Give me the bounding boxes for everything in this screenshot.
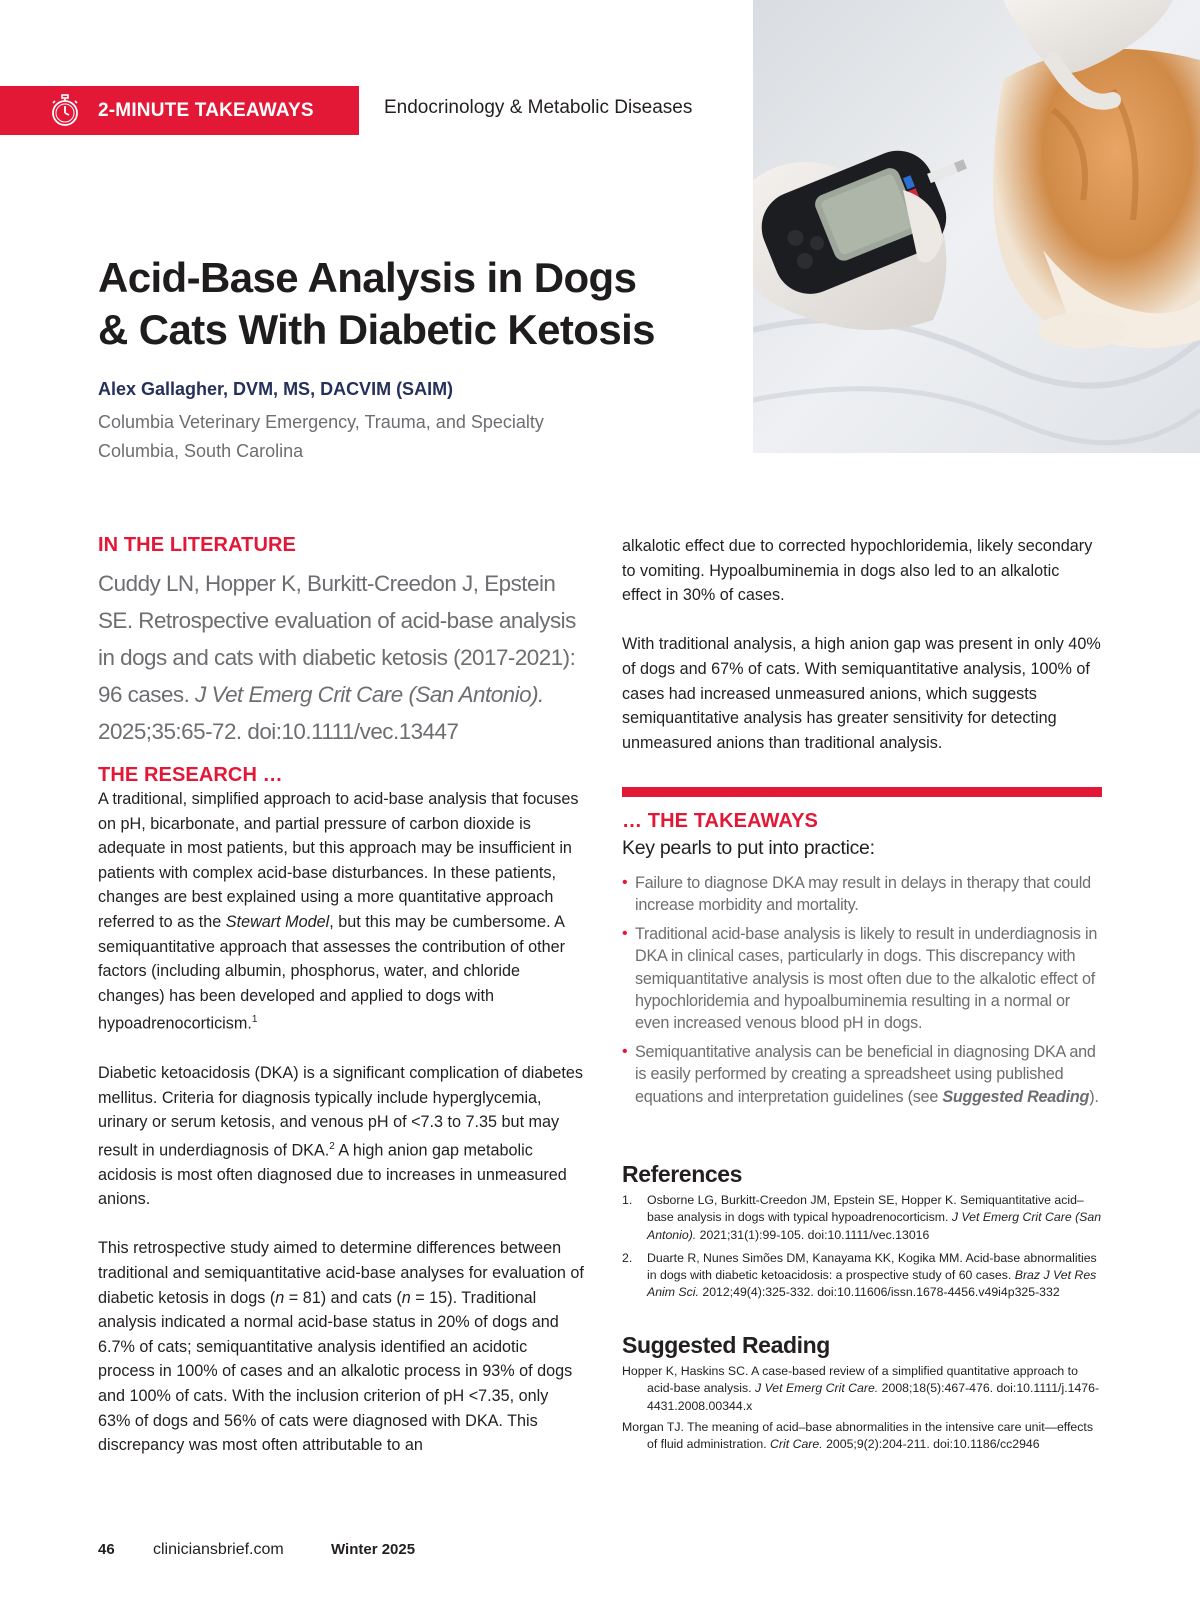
literature-citation	[98, 565, 584, 750]
references-list	[622, 1192, 1102, 1302]
bullet-dot-icon: •	[622, 924, 628, 942]
reading-journal: J Vet Emerg Crit Care.	[755, 1381, 879, 1396]
affiliation-line-1: Columbia Veterinary Emergency, Trauma, and Specialty	[98, 412, 544, 432]
citation-authors: Cuddy LN, Hopper K, Burkitt-Creedon J, Epstein SE. Retrospective evaluation of acid-base analysis in dogs and cats with diabetic ketosis (2017-2021): 96 cases.	[98, 571, 576, 707]
suggested-reading-item	[622, 1419, 1102, 1454]
references-section	[622, 1161, 1102, 1308]
research-paragraph-1	[98, 787, 584, 1036]
citation-journal: J Vet Emerg Crit Care (San Antonio).	[195, 682, 544, 707]
takeaway-text: ).	[1089, 1087, 1099, 1106]
bullet-dot-icon: •	[622, 1042, 628, 1060]
reference-item	[622, 1250, 1102, 1302]
references-heading: References	[622, 1161, 743, 1187]
takeaways-section	[622, 810, 1102, 1114]
page-footer	[98, 1541, 415, 1559]
reading-text: 2008;18(5):467-476. doi:10.1111/j.1476-4431.2008.00344.x	[647, 1381, 1100, 1413]
text-run: = 81) and cats (	[284, 1288, 402, 1307]
reading-text: Hopper K, Haskins SC. A case-based review of a simplified quantitative approach to acid-base analysis.	[622, 1364, 1078, 1396]
reference-marker: 1	[251, 1014, 258, 1026]
author-name: Alex Gallagher, DVM, MS, DACVIM (SAIM)	[98, 379, 454, 399]
reference-text: Osborne LG, Burkitt-Creedon JM, Epstein SE, Hopper K. Semiquantitative acid–base analysis in dogs with typical hypoadrenocorticism.	[647, 1193, 1084, 1225]
site-url[interactable]: cliniciansbrief.com	[153, 1541, 284, 1558]
stopwatch-icon	[48, 94, 82, 128]
text-run: A high anion gap metabolic acidosis is most often diagnosed due to increases in unmeasured anions.	[98, 1141, 567, 1209]
tab-label: 2-MINUTE TAKEAWAYS	[98, 99, 314, 121]
text-run: Diabetic ketoacidosis (DKA) is a significant complication of diabetes mellitus. Criteria for diagnosis typically include hyperglycemia, urinary or serum ketosis, and venous pH of <7.3 to 7.35 but may result in underdiagnosis of DKA.	[98, 1063, 583, 1160]
page-number: 46	[98, 1541, 115, 1558]
text-run: , but this may be cumbersome. A semiquantitative approach that assesses the contribution of other factors (including albumin, phosphorus, water, and chloride changes) has been developed and applied to dogs with hypoadrenocorticism.	[98, 912, 566, 1033]
suggested-reading-heading: Suggested Reading	[622, 1332, 830, 1358]
takeaways-heading: … THE TAKEAWAYS	[622, 810, 818, 832]
reading-text: Morgan TJ. The meaning of acid–base abnormalities in the intensive care unit—effects of fluid administration.	[622, 1419, 1093, 1452]
affiliation-line-2: Columbia, South Carolina	[98, 441, 304, 461]
title-line-2: & Cats With Diabetic Ketosis	[98, 306, 655, 353]
reference-journal: Braz J Vet Res Anim Sci.	[647, 1268, 1097, 1300]
reference-marker: 2	[329, 1140, 335, 1152]
reference-number: 2.	[622, 1250, 633, 1265]
reference-journal: J Vet Emerg Crit Care (San Antonio).	[647, 1210, 1102, 1242]
literature-heading: IN THE LITERATURE	[98, 534, 296, 556]
takeaway-item	[622, 1041, 1102, 1108]
article-title	[98, 252, 718, 356]
text-run-italic: n	[275, 1288, 285, 1307]
reference-item	[622, 1192, 1102, 1244]
reference-text: Duarte R, Nunes Simões DM, Kanayama KK, Kogika MM. Acid-base abnormalities in dogs with diabetic ketoacidosis: a prospective study of 60 cases.	[647, 1250, 1097, 1283]
takeaway-text: Failure to diagnose DKA may result in delays in therapy that could increase morbidity and mortality.	[635, 874, 1091, 915]
reading-journal: Crit Care.	[770, 1437, 823, 1452]
takeaway-text: Traditional acid-base analysis is likely to result in underdiagnosis in DKA in clinical cases, particularly in dogs. This discrepancy with semiquantitative analysis is most often due to the alkalotic effect of hypochloridemia and hypoalbuminemia resulting in a normal or even increased venous blood pH in dogs.	[635, 924, 1098, 1033]
takeaways-tab	[0, 86, 359, 135]
text-run: This retrospective study aimed to determine differences between traditional and semiquantitative acid-base analyses for evaluation of diabetic ketosis in dogs (	[98, 1239, 584, 1307]
glucometer-cat-photo	[753, 0, 1200, 453]
suggested-reading-item	[622, 1363, 1102, 1415]
research-paragraph-4: alkalotic effect due to corrected hypochloridemia, likely secondary to vomiting. Hypoalbuminemia in dogs also led to an alkalotic effect in 30% of cases.	[622, 537, 1093, 605]
takeaways-lead: Key pearls to put into practice:	[622, 837, 875, 859]
suggested-reading-link[interactable]: Suggested Reading	[942, 1087, 1090, 1106]
takeaway-item	[622, 872, 1102, 917]
takeaway-text: Semiquantitative analysis can be beneficial in diagnosing DKA and is easily performed by creating a spreadsheet using published equations and interpretation guidelines (see	[635, 1042, 1096, 1106]
text-run: = 15). Traditional analysis indicated a normal acid-base status in 20% of dogs and 6.7% of cats; semiquantitative analysis identified an acidotic process in 100% of cases and an alkalotic process in 93% of dogs and 100% of cats. With the inclusion criterion of pH <7.35, only 63% of dogs and 56% of cats were diagnosed with DKA. This discrepancy was most often attributable to an	[98, 1288, 573, 1455]
left-column	[98, 534, 584, 1458]
reading-text: 2005;9(2):204-211. doi:10.1186/cc2946	[822, 1437, 1040, 1452]
suggested-reading-section	[622, 1332, 1102, 1457]
text-run: A traditional, simplified approach to acid-base analysis that focuses on pH, bicarbonate, and partial pressure of carbon dioxide is adequate in most patients, but this approach may be insufficient in patients with complex acid-base disturbances. In these patients, changes are best explained using a more quantitative approach referred to as the	[98, 790, 579, 931]
issue-label: Winter 2025	[331, 1541, 416, 1558]
takeaways-divider	[622, 787, 1102, 797]
citation-details: 2025;35:65-72. doi:10.1111/vec.13447	[98, 719, 459, 744]
reference-text: 2021;31(1):99-105. doi:10.1111/vec.13016	[696, 1227, 930, 1242]
text-run-italic: n	[401, 1288, 411, 1307]
research-heading: THE RESEARCH …	[98, 764, 283, 786]
takeaway-item	[622, 923, 1102, 1035]
takeaways-list	[622, 872, 1102, 1108]
author-affiliation	[98, 408, 544, 466]
reference-text: 2012;49(4):325-332. doi:10.11606/issn.1678-4456.v49i4p325-332	[698, 1285, 1060, 1300]
text-run-italic: Stewart Model	[225, 912, 330, 931]
right-column	[622, 534, 1102, 755]
research-paragraph-2	[98, 1061, 584, 1212]
article-photo	[753, 0, 1200, 453]
research-paragraph-3	[98, 1236, 584, 1457]
research-body	[98, 787, 584, 1458]
reference-number: 1.	[622, 1193, 633, 1207]
bullet-dot-icon: •	[622, 874, 628, 891]
title-line-1: Acid-Base Analysis in Dogs	[98, 254, 637, 301]
section-category: Endocrinology & Metabolic Diseases	[384, 97, 693, 118]
research-paragraph-5: With traditional analysis, a high anion gap was present in only 40% of dogs and 67% of cats. With semiquantitative analysis, 100% of cases had increased unmeasured anions, which suggests semiquantitative analysis has greater sensitivity for detecting unmeasured anions than traditional analysis.	[622, 635, 1101, 752]
